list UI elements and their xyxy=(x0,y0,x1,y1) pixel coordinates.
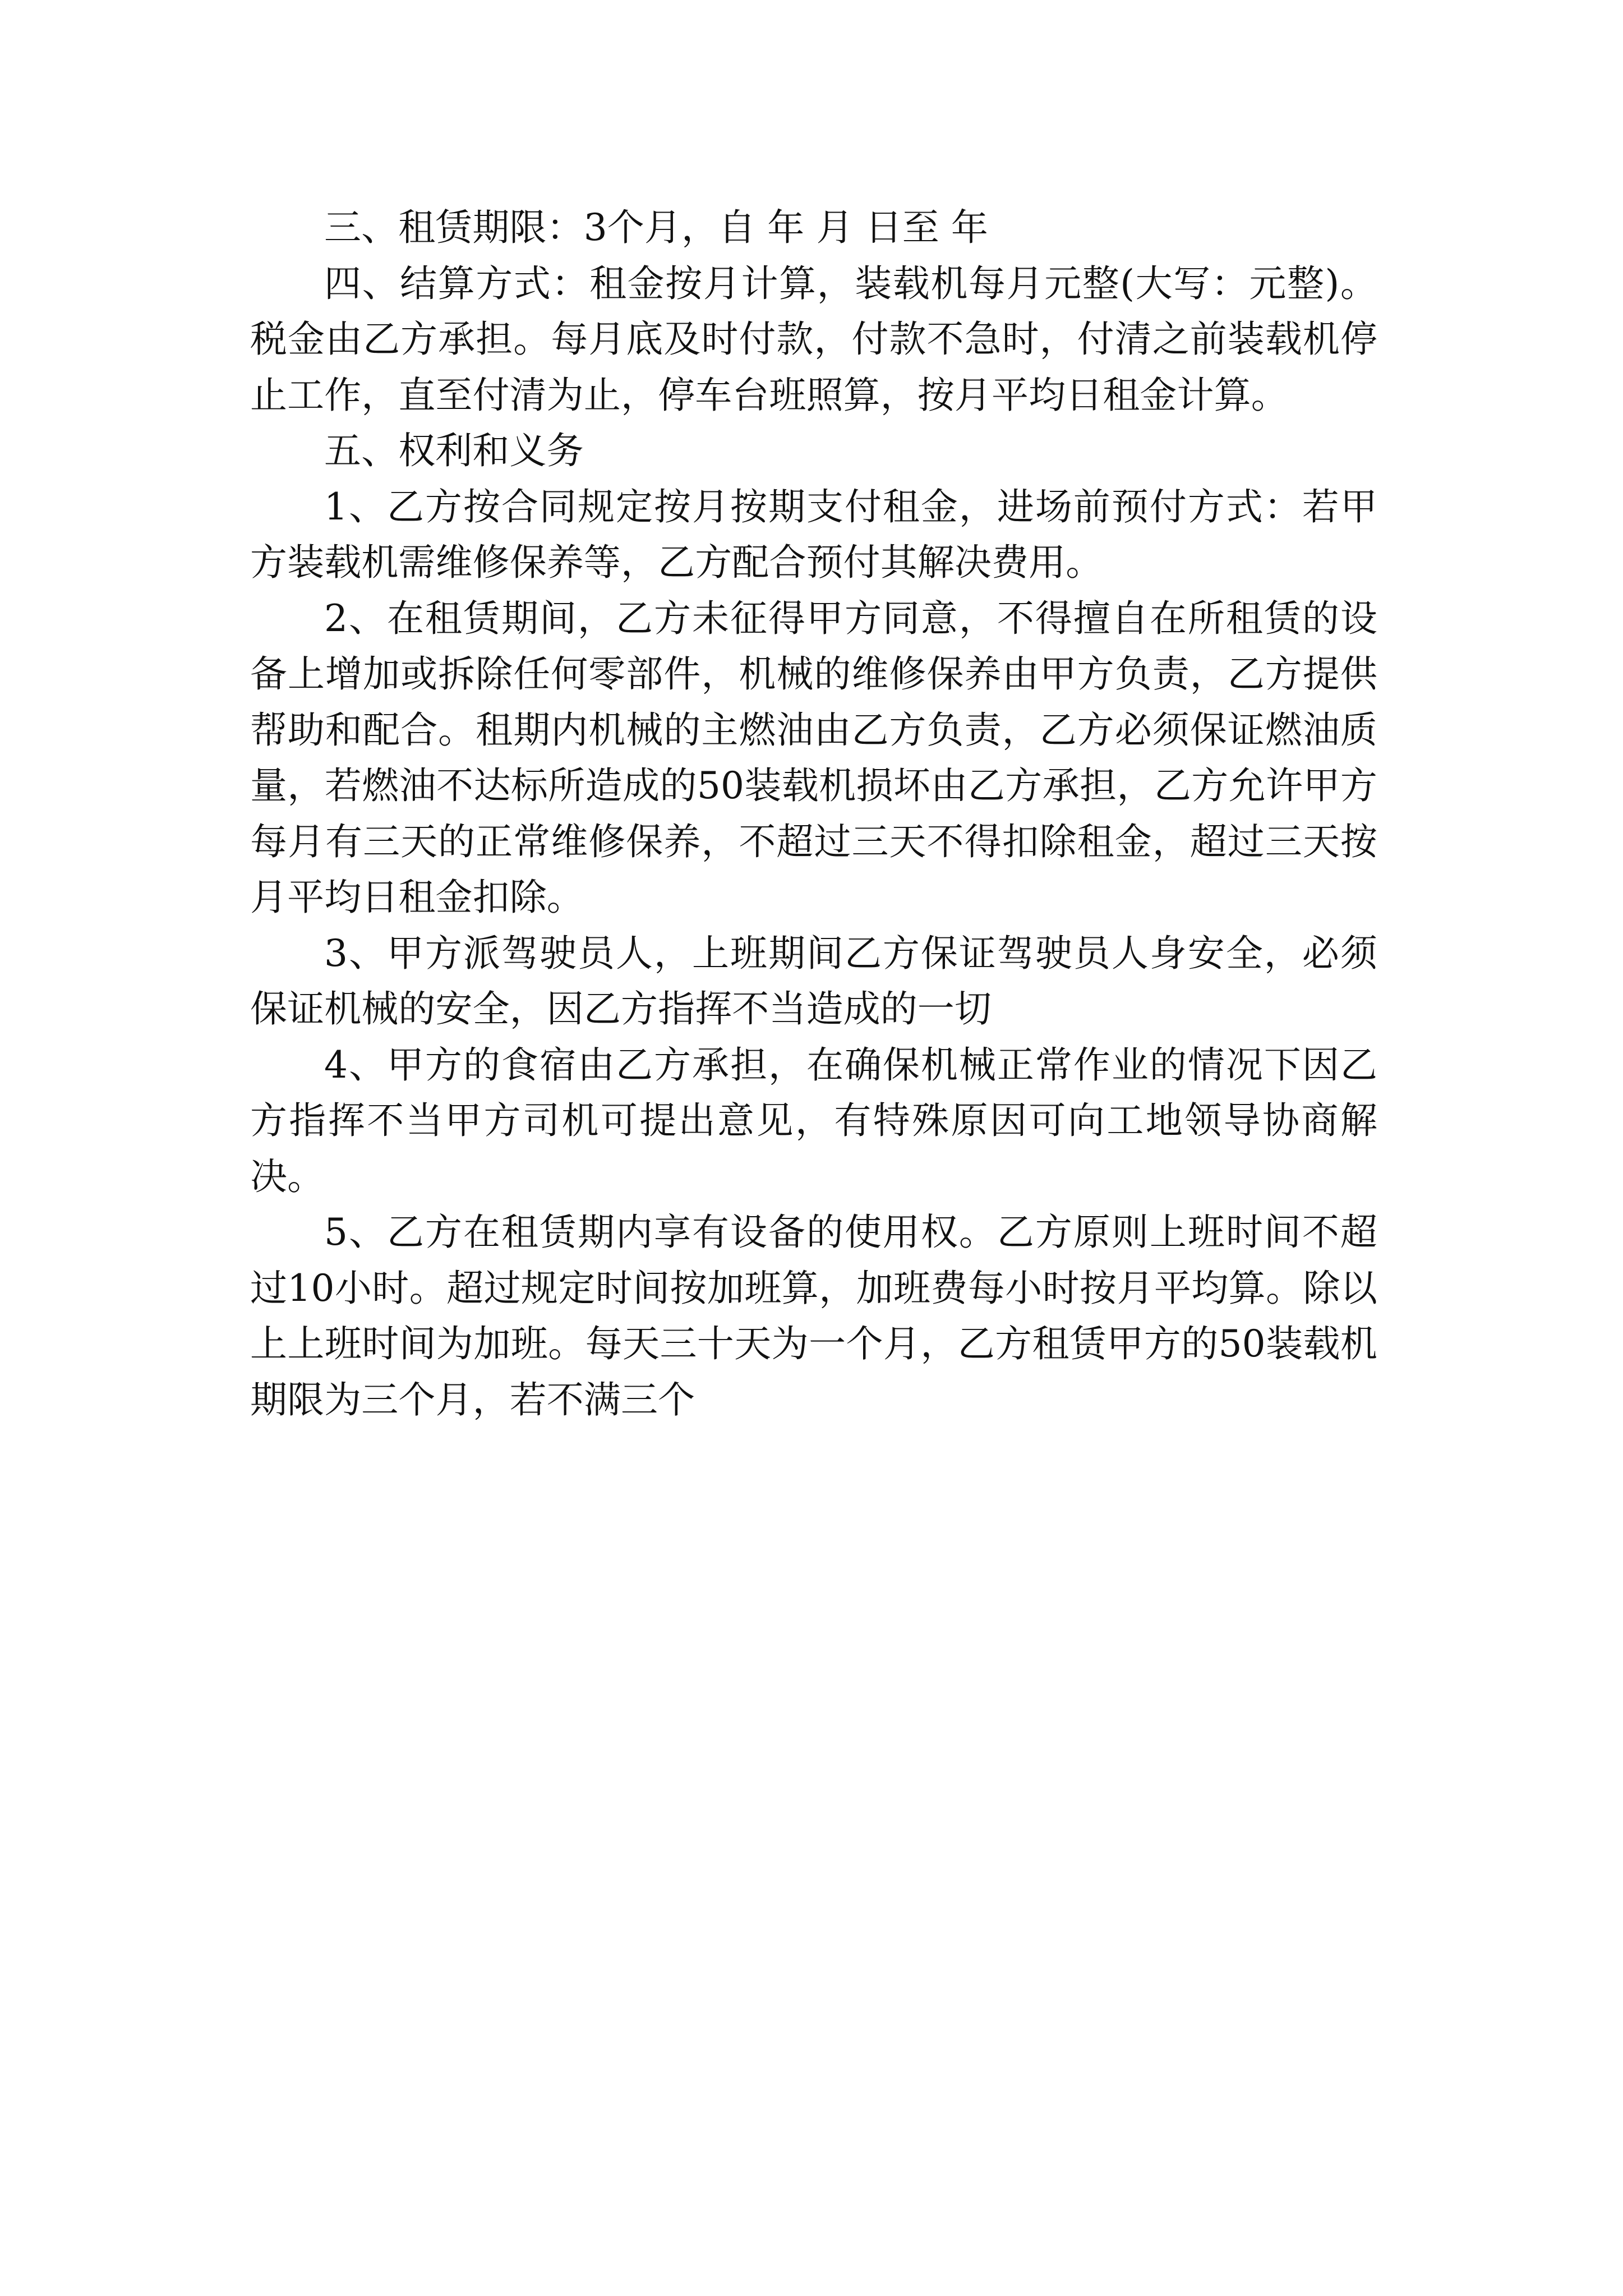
contract-body xyxy=(250,200,1377,1428)
paragraph-item-2: 2、在租赁期间，乙方未征得甲方同意，不得擅自在所租赁的设备上增加或拆除任何零部件，机械的维修保养由甲方负责，乙方提供帮助和配合。租期内机械的主燃油由乙方负责，乙方必须保证燃油质量，若燃油不达标所造成的50装载机损坏由乙方承担，乙方允许甲方每月有三天的正常维修保养，不超过三天不得扣除租金，超过三天按月平均日租金扣除。 xyxy=(250,596,1377,919)
paragraph-rights-heading: 五、权利和义务 xyxy=(324,429,584,472)
paragraph-item-5: 5、乙方在租赁期内享有设备的使用权。乙方原则上班时间不超过10小时。超过规定时间按加班算，加班费每小时按月平均算。除以上上班时间为加班。每天三十天为一个月，乙方租赁甲方的50装载机期限为三个月，若不满三个 xyxy=(250,1211,1377,1421)
paragraph-lease-term: 三、租赁期限：3个月，自 年 月 日至 年 xyxy=(324,206,989,249)
paragraph-item-1: 1、乙方按合同规定按月按期支付租金，进场前预付方式：若甲方装载机需维修保养等，乙方配合预付其解决费用。 xyxy=(250,485,1377,584)
paragraph-item-3: 3、甲方派驾驶员人，上班期间乙方保证驾驶员人身安全，必须保证机械的安全，因乙方指挥不当造成的一切 xyxy=(250,931,1377,1030)
paragraph-item-4: 4、甲方的食宿由乙方承担，在确保机械正常作业的情况下因乙方指挥不当甲方司机可提出意见，有特殊原因可向工地领导协商解决。 xyxy=(250,1043,1377,1198)
paragraph-settlement: 四、结算方式：租金按月计算，装载机每月元整(大写：元整)。税金由乙方承担。每月底及时付款，付款不急时，付清之前装载机停止工作，直至付清为止，停车台班照算，按月平均日租金计算。 xyxy=(250,261,1377,417)
